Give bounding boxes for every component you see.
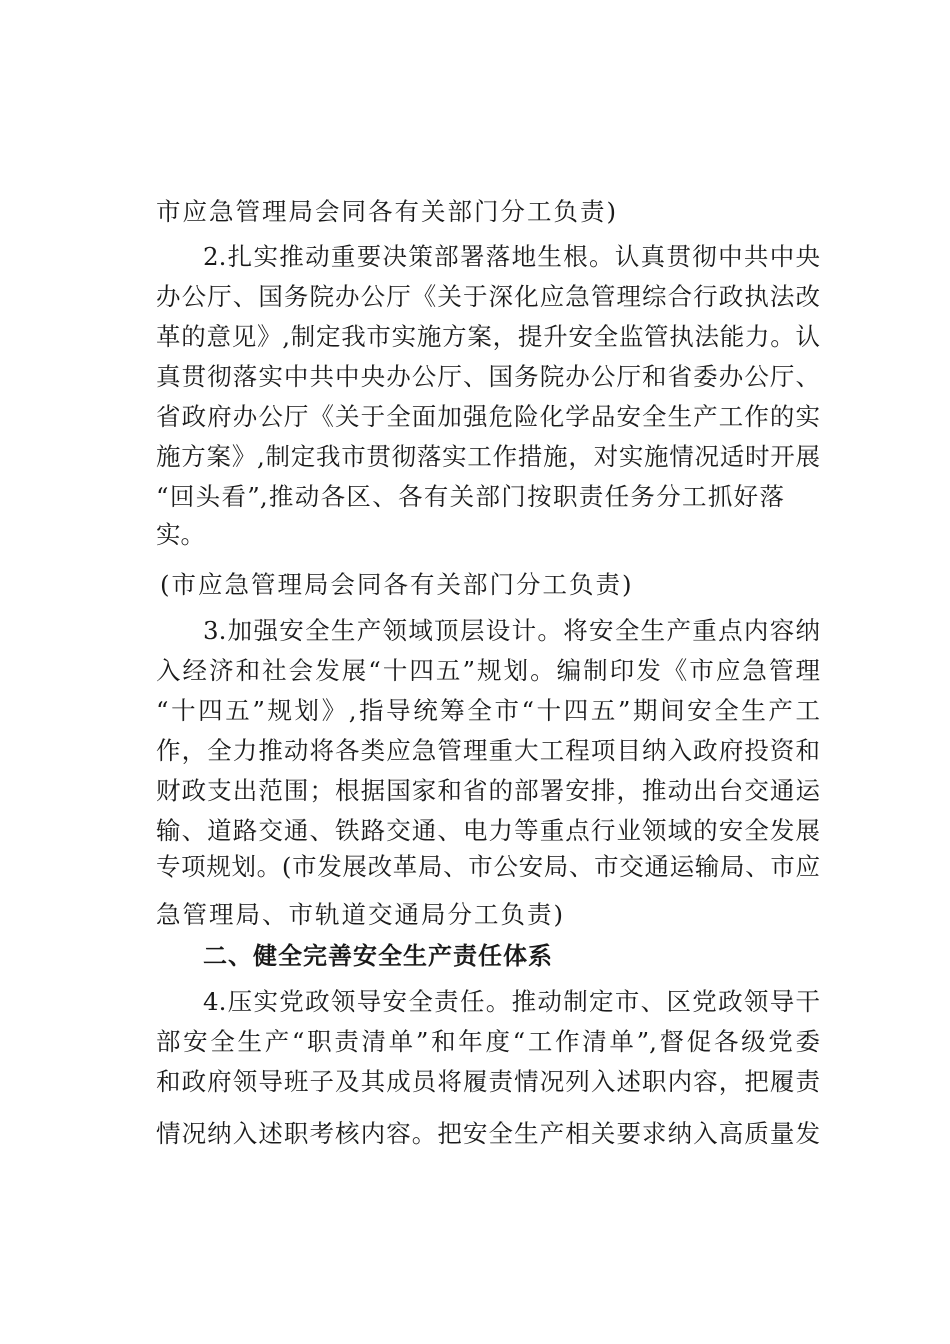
paragraph-line: “十四五”规划》,指导统筹全市“十四五”期间安全生产工 <box>156 696 820 725</box>
paragraph-line: 4.压实党政领导安全责任。推动制定市、区党政领导干 <box>203 987 820 1016</box>
paragraph-line: 作，全力推动将各类应急管理重大工程项目纳入政府投资和 <box>156 736 820 765</box>
paragraph-line: 部安全生产“职责清单”和年度“工作清单”,督促各级党委 <box>156 1027 820 1056</box>
paragraph-line: 施方案》,制定我市贯彻落实工作措施，对实施情况适时开展 <box>156 442 820 471</box>
paragraph-line: 输、道路交通、铁路交通、电力等重点行业领域的安全发展 <box>156 816 820 845</box>
paragraph-line: 市应急管理局会同各有关部门分工负责) <box>156 197 619 226</box>
paragraph-line: “回头看”,推动各区、各有关部门按职责任务分工抓好落 <box>156 482 784 511</box>
paragraph-line: 和政府领导班子及其成员将履责情况列入述职内容，把履责 <box>156 1067 820 1096</box>
paragraph-line: 专项规划。(市发展改革局、市公安局、市交通运输局、市应 <box>156 852 820 881</box>
paragraph-line: 实。 <box>156 520 205 549</box>
paragraph-line: 省政府办公厅《关于全面加强危险化学品安全生产工作的实 <box>156 402 820 431</box>
section-heading: 二、健全完善安全生产责任体系 <box>203 942 553 970</box>
paragraph-line: 3.加强安全生产领域顶层设计。将安全生产重点内容纳 <box>203 616 820 645</box>
paragraph-line: 2.扎实推动重要决策部署落地生根。认真贯彻中共中央 <box>203 242 820 271</box>
paragraph-line: 真贯彻落实中共中央办公厅、国务院办公厅和省委办公厅、 <box>156 362 820 391</box>
paragraph-line: 入经济和社会发展“十四五”规划。编制印发《市应急管理 <box>156 656 820 685</box>
paragraph-line: 办公厅、国务院办公厅《关于深化应急管理综合行政执法改 <box>156 282 820 311</box>
paragraph-line: 急管理局、市轨道交通局分工负责) <box>156 900 566 929</box>
paragraph-line: (市应急管理局会同各有关部门分工负责) <box>160 570 634 599</box>
paragraph-line: 情况纳入述职考核内容。把安全生产相关要求纳入高质量发 <box>156 1119 820 1148</box>
paragraph-line: 革的意见》,制定我市实施方案，提升安全监管执法能力。认 <box>156 322 820 351</box>
paragraph-line: 财政支出范围；根据国家和省的部署安排，推动出台交通运 <box>156 776 820 805</box>
